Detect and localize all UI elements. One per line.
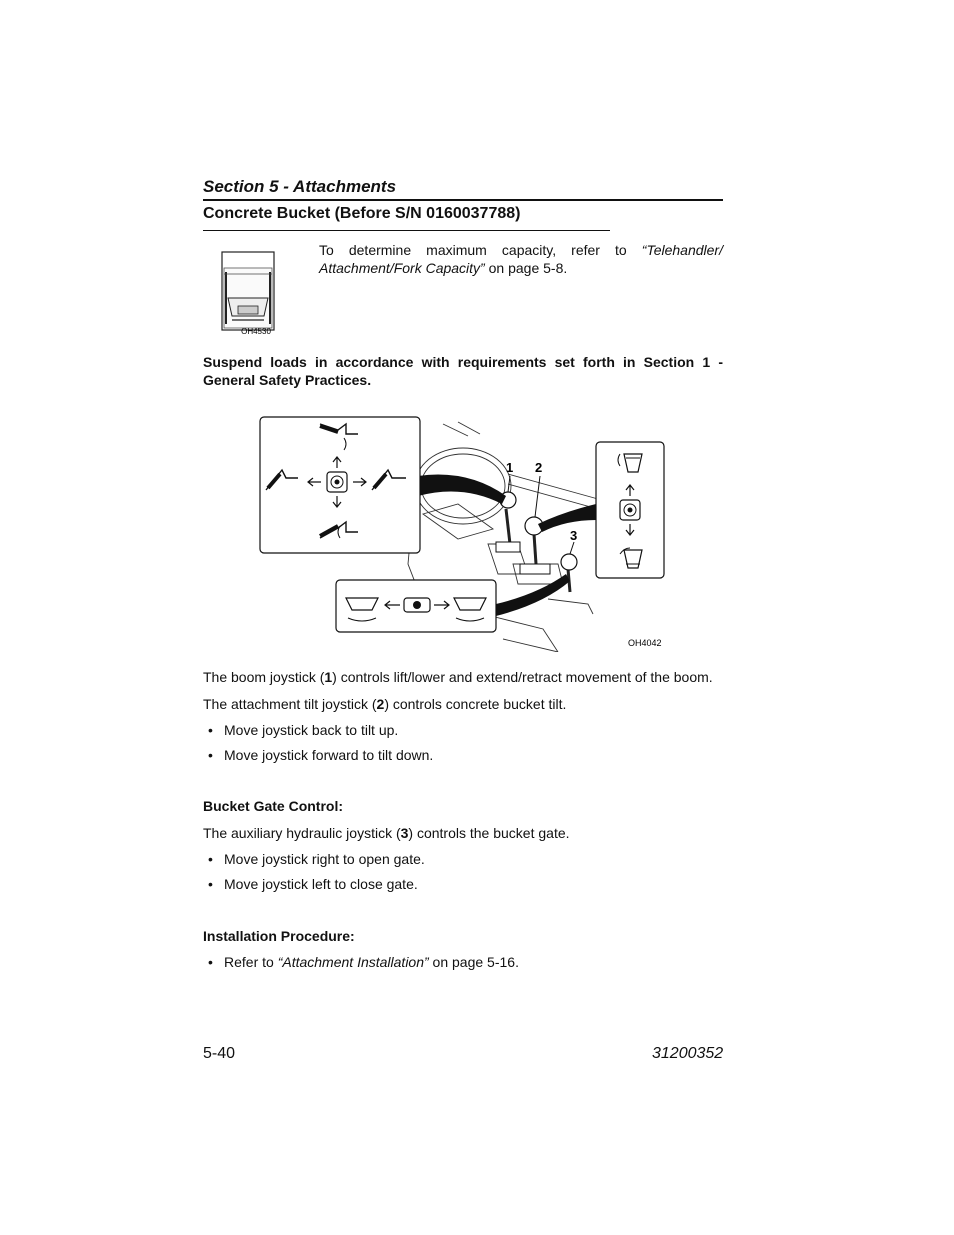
tilt-text-1: The attachment tilt joystick ( xyxy=(203,696,377,712)
intro-reference[interactable]: “Telehandler/ Attachment/Fork Capacity” xyxy=(319,242,723,276)
boom-paragraph xyxy=(203,668,713,686)
gate-callout-ref: 3 xyxy=(400,825,409,841)
tilt-callout-ref: 2 xyxy=(376,696,385,712)
joystick-controls-figure xyxy=(258,414,668,652)
tilt-control-panel xyxy=(596,442,664,578)
list-item xyxy=(208,875,418,893)
gate-text-2: ) controls the bucket gate. xyxy=(408,825,570,841)
page-heading: Concrete Bucket (Before S/N 0160037788) xyxy=(203,205,521,222)
list-item xyxy=(208,953,519,971)
bullet-icon: • xyxy=(208,954,213,970)
list-item-text: Move joystick back to tilt up. xyxy=(224,722,399,738)
list-item-text: Move joystick right to open gate. xyxy=(224,851,425,867)
install-heading: Installation Procedure: xyxy=(203,928,355,944)
document-number: 31200352 xyxy=(652,1045,724,1062)
install-text-1: Refer to xyxy=(224,954,278,970)
header-rule xyxy=(203,199,723,201)
bullet-icon: • xyxy=(208,851,213,867)
safety-warning: Suspend loads in accordance with requirements set forth in Section 1 - General Safety Practices. xyxy=(203,354,723,388)
install-reference[interactable]: “Attachment Installation” xyxy=(277,954,429,970)
boom-text-2: ) controls lift/lower and extend/retract movement of the boom. xyxy=(332,669,713,685)
auxiliary-joystick xyxy=(561,554,577,592)
boom-text-1: The boom joystick ( xyxy=(203,669,325,685)
list-item-text: Move joystick left to close gate. xyxy=(224,876,418,892)
section-title: Section 5 - Attachments xyxy=(203,177,397,196)
intro-text-tail: on page 5-8. xyxy=(484,259,568,276)
pointer-aux xyxy=(496,574,570,616)
concrete-bucket-illustration xyxy=(212,248,302,340)
boom-control-panel xyxy=(260,417,420,553)
intro-paragraph xyxy=(319,242,723,277)
gate-control-panel xyxy=(336,580,496,632)
callout-1: 1 xyxy=(506,460,514,475)
callout-2: 2 xyxy=(535,460,543,475)
pointer-boom xyxy=(418,475,506,504)
bullet-icon: • xyxy=(208,747,213,763)
tilt-text-2: ) controls concrete bucket tilt. xyxy=(384,696,567,712)
small-figure-code: OH4530 xyxy=(241,327,271,336)
list-item xyxy=(208,746,433,764)
boom-callout-ref: 1 xyxy=(324,669,333,685)
gate-paragraph xyxy=(203,824,570,842)
heading-rule xyxy=(203,230,610,231)
gate-heading: Bucket Gate Control: xyxy=(203,798,344,814)
gate-text-1: The auxiliary hydraulic joystick ( xyxy=(203,825,401,841)
page-number: 5-40 xyxy=(203,1045,236,1062)
list-item xyxy=(208,721,398,739)
list-item-text: Move joystick forward to tilt down. xyxy=(224,747,434,763)
figure-code: OH4042 xyxy=(628,638,662,648)
bullet-icon: • xyxy=(208,722,213,738)
install-text-2: on page 5-16. xyxy=(428,954,519,970)
tilt-paragraph xyxy=(203,695,566,713)
intro-text: To determine maximum capacity, refer to xyxy=(319,242,642,258)
callout-3: 3 xyxy=(570,528,578,543)
list-item xyxy=(208,850,425,868)
pointer-tilt xyxy=(538,504,596,532)
bullet-icon: • xyxy=(208,876,213,892)
